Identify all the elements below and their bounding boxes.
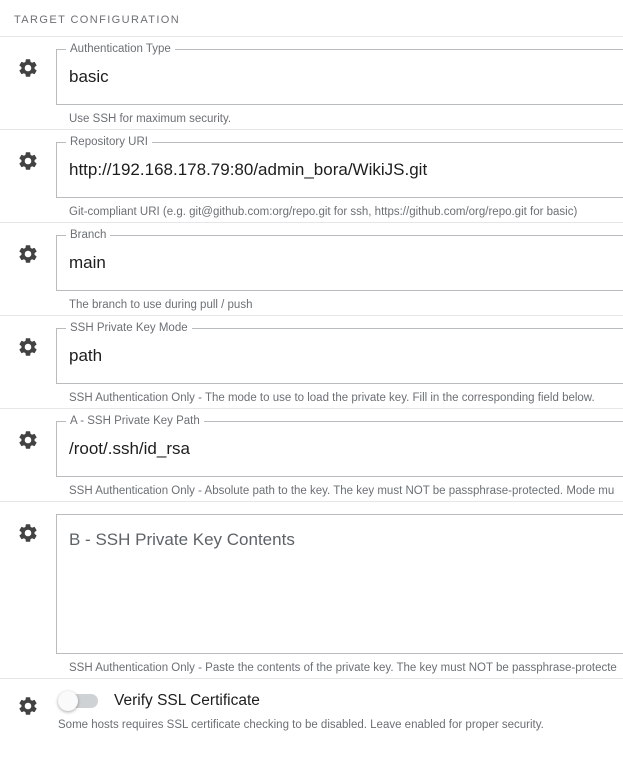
verify-ssl-toggle[interactable]	[58, 691, 100, 711]
ssh-private-key-mode-value: path	[69, 346, 103, 365]
ssh-private-key-path-label: A - SSH Private Key Path	[66, 414, 204, 428]
toggle-thumb	[58, 691, 78, 711]
gear-icon	[17, 150, 39, 172]
field-cell-ssh-private-key-path	[56, 409, 623, 501]
field-cell-ssh-private-key-mode	[56, 316, 623, 408]
field-cell-ssh-private-key-contents	[56, 502, 623, 678]
repository-uri-label: Repository URI	[66, 135, 152, 149]
field-row-authentication-type	[0, 37, 623, 129]
authentication-type-label: Authentication Type	[66, 42, 175, 56]
field-border-left	[56, 421, 57, 477]
branch-input[interactable]	[56, 229, 623, 291]
gear-icon-cell-ssh-private-key-mode	[0, 316, 56, 358]
ssh-private-key-contents-hint: SSH Authentication Only - Paste the contents of the private key. The key must NOT be passphrase-protecte	[69, 662, 617, 674]
gear-icon	[17, 243, 39, 265]
gear-icon	[17, 429, 39, 451]
ssh-private-key-path-input[interactable]	[56, 415, 623, 477]
field-border-left	[56, 235, 57, 291]
ssh-private-key-contents-placeholder: B - SSH Private Key Contents	[69, 530, 295, 549]
field-border-left	[56, 142, 57, 198]
gear-icon-cell-repository-uri	[0, 130, 56, 172]
gear-icon-cell-branch	[0, 223, 56, 265]
field-cell-repository-uri	[56, 130, 623, 222]
gear-icon	[17, 522, 39, 544]
branch-hint: The branch to use during pull / push	[69, 299, 253, 311]
ssh-private-key-path-hint: SSH Authentication Only - Absolute path to the key. The key must NOT be passphrase-protected. Mode mu	[69, 485, 615, 497]
authentication-type-select[interactable]	[56, 43, 623, 105]
field-border-left	[56, 514, 57, 654]
ssh-private-key-mode-label: SSH Private Key Mode	[66, 321, 192, 335]
gear-icon	[17, 57, 39, 79]
field-row-repository-uri	[0, 130, 623, 222]
authentication-type-hint: Use SSH for maximum security.	[69, 113, 232, 125]
repository-uri-input[interactable]	[56, 136, 623, 198]
gear-icon	[17, 695, 39, 717]
gear-icon	[17, 336, 39, 358]
branch-value: main	[69, 253, 106, 272]
field-row-ssh-private-key-path	[0, 409, 623, 501]
gear-icon-cell-verify-ssl	[0, 679, 56, 717]
branch-label: Branch	[66, 228, 110, 242]
verify-ssl-hint: Some hosts requires SSL certificate checking to be disabled. Leave enabled for proper security.	[58, 719, 544, 731]
field-row-verify-ssl-certificate	[0, 679, 623, 731]
field-border-left	[56, 49, 57, 105]
field-cell-verify-ssl	[56, 679, 623, 731]
verify-ssl-label: Verify SSL Certificate	[114, 692, 260, 709]
field-row-branch	[0, 223, 623, 315]
field-row-ssh-private-key-contents	[0, 502, 623, 678]
field-row-ssh-private-key-mode	[0, 316, 623, 408]
field-cell-authentication-type	[56, 37, 623, 129]
repository-uri-hint: Git-compliant URI (e.g. git@github.com:org/repo.git for ssh, https://github.com/org/repo.git for basic)	[69, 206, 578, 218]
ssh-private-key-mode-select[interactable]	[56, 322, 623, 384]
ssh-private-key-mode-hint: SSH Authentication Only - The mode to use to load the private key. Fill in the corresponding field below.	[69, 392, 595, 404]
ssh-private-key-contents-textarea[interactable]	[56, 514, 623, 654]
authentication-type-value: basic	[69, 67, 109, 86]
page-title: TARGET CONFIGURATION	[14, 14, 181, 26]
ssh-private-key-path-value: /root/.ssh/id_rsa	[69, 439, 190, 458]
gear-icon-cell-ssh-private-key-contents	[0, 502, 56, 544]
gear-icon-cell-authentication-type	[0, 37, 56, 79]
field-cell-branch	[56, 223, 623, 315]
verify-ssl-toggle-row	[56, 679, 623, 711]
gear-icon-cell-ssh-private-key-path	[0, 409, 56, 451]
field-border-left	[56, 328, 57, 384]
repository-uri-value: http://192.168.178.79:80/admin_bora/WikiJS.git	[69, 160, 428, 179]
